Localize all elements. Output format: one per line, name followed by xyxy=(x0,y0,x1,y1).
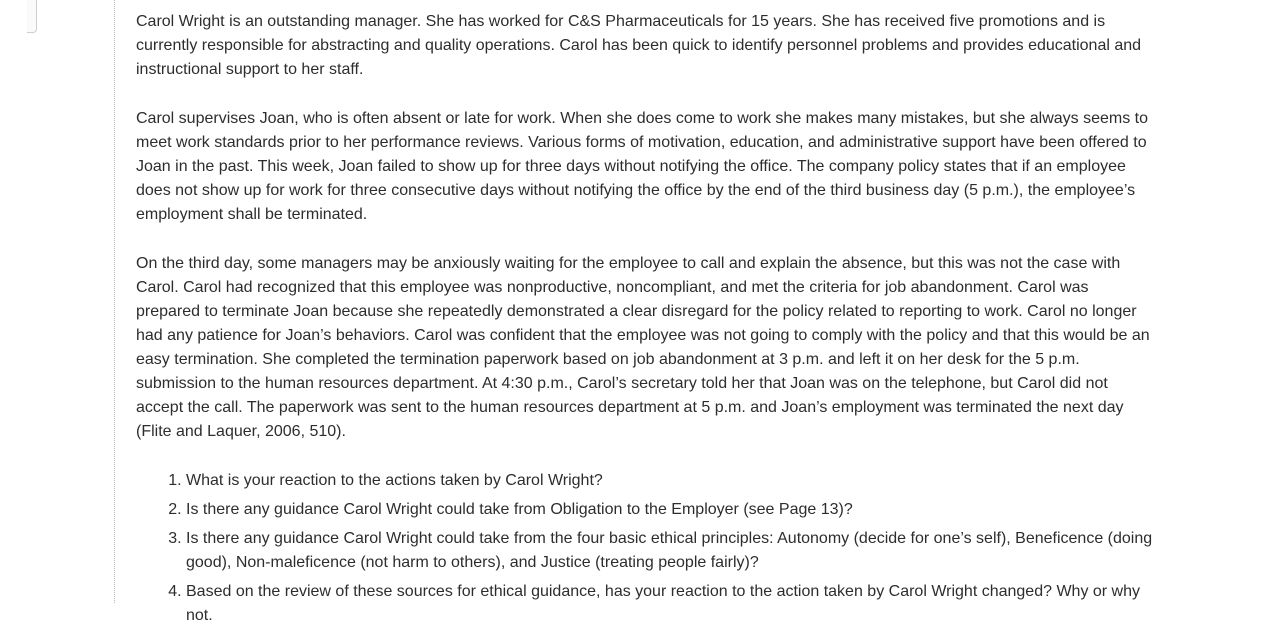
question-item: 3. Is there any guidance Carol Wright could take from the four basic ethical principles: Autonomy (decide for one’s self), Beneficence (doing good), Non-maleficence (not harm to others), and Justice (treating people fairly)? xyxy=(186,527,1156,575)
question-item: 1. What is your reaction to the actions taken by Carol Wright? xyxy=(186,469,1156,493)
discussion-questions xyxy=(136,469,1156,628)
paragraph-incident: On the third day, some managers may be anxiously waiting for the employee to call and explain the absence, but this was not the case with Carol. Carol had recognized that this employee was nonproductive, noncompliant, and met the criteria for job abandonment. Carol was prepared to terminate Joan because she repeatedly demonstrated a clear disregard for the policy related to reporting to work. Carol no longer had any patience for Joan’s behaviors. Carol was confident that the employee was not going to comply with the policy and that this would be an easy termination. She completed the termination paperwork based on job abandonment at 3 p.m. and left it on her desk for the 5 p.m. submission to the human resources department. At 4:30 p.m., Carol’s secretary told her that Joan was on the telephone, but Carol did not accept the call. The paperwork was sent to the human resources department at 5 p.m. and Joan’s employment was terminated the next day (Flite and Laquer, 2006, 510). xyxy=(136,255,1150,440)
margin-rule xyxy=(114,0,115,603)
paragraph-intro: Carol Wright is an outstanding manager. She has worked for C&S Pharmaceuticals for 15 years. She has received five promotions and is currently responsible for abstracting and quality operations. Carol has been quick to identify personnel problems and provides educational and instructional support to her staff. xyxy=(136,13,1142,78)
panel-edge-tab xyxy=(27,0,37,33)
paragraph-background: Carol supervises Joan, who is often absent or late for work. When she does come to work she makes many mistakes, but she always seems to meet work standards prior to her performance reviews. Various forms of motivation, education, and administrative support have been offered to Joan in the past. This week, Joan failed to show up for three days without notifying the office. The company policy states that if an employee does not show up for work for three consecutive days without notifying the office by the end of the third business day (5 p.m.), the employee’s employment shall be terminated. xyxy=(136,110,1149,223)
question-item: 4. Based on the review of these sources for ethical guidance, has your reaction to the action taken by Carol Wright changed? Why or why not. xyxy=(186,580,1156,628)
question-item: 2. Is there any guidance Carol Wright could take from Obligation to the Employer (see Page 13)? xyxy=(186,498,1156,522)
case-study-content xyxy=(136,10,1156,633)
